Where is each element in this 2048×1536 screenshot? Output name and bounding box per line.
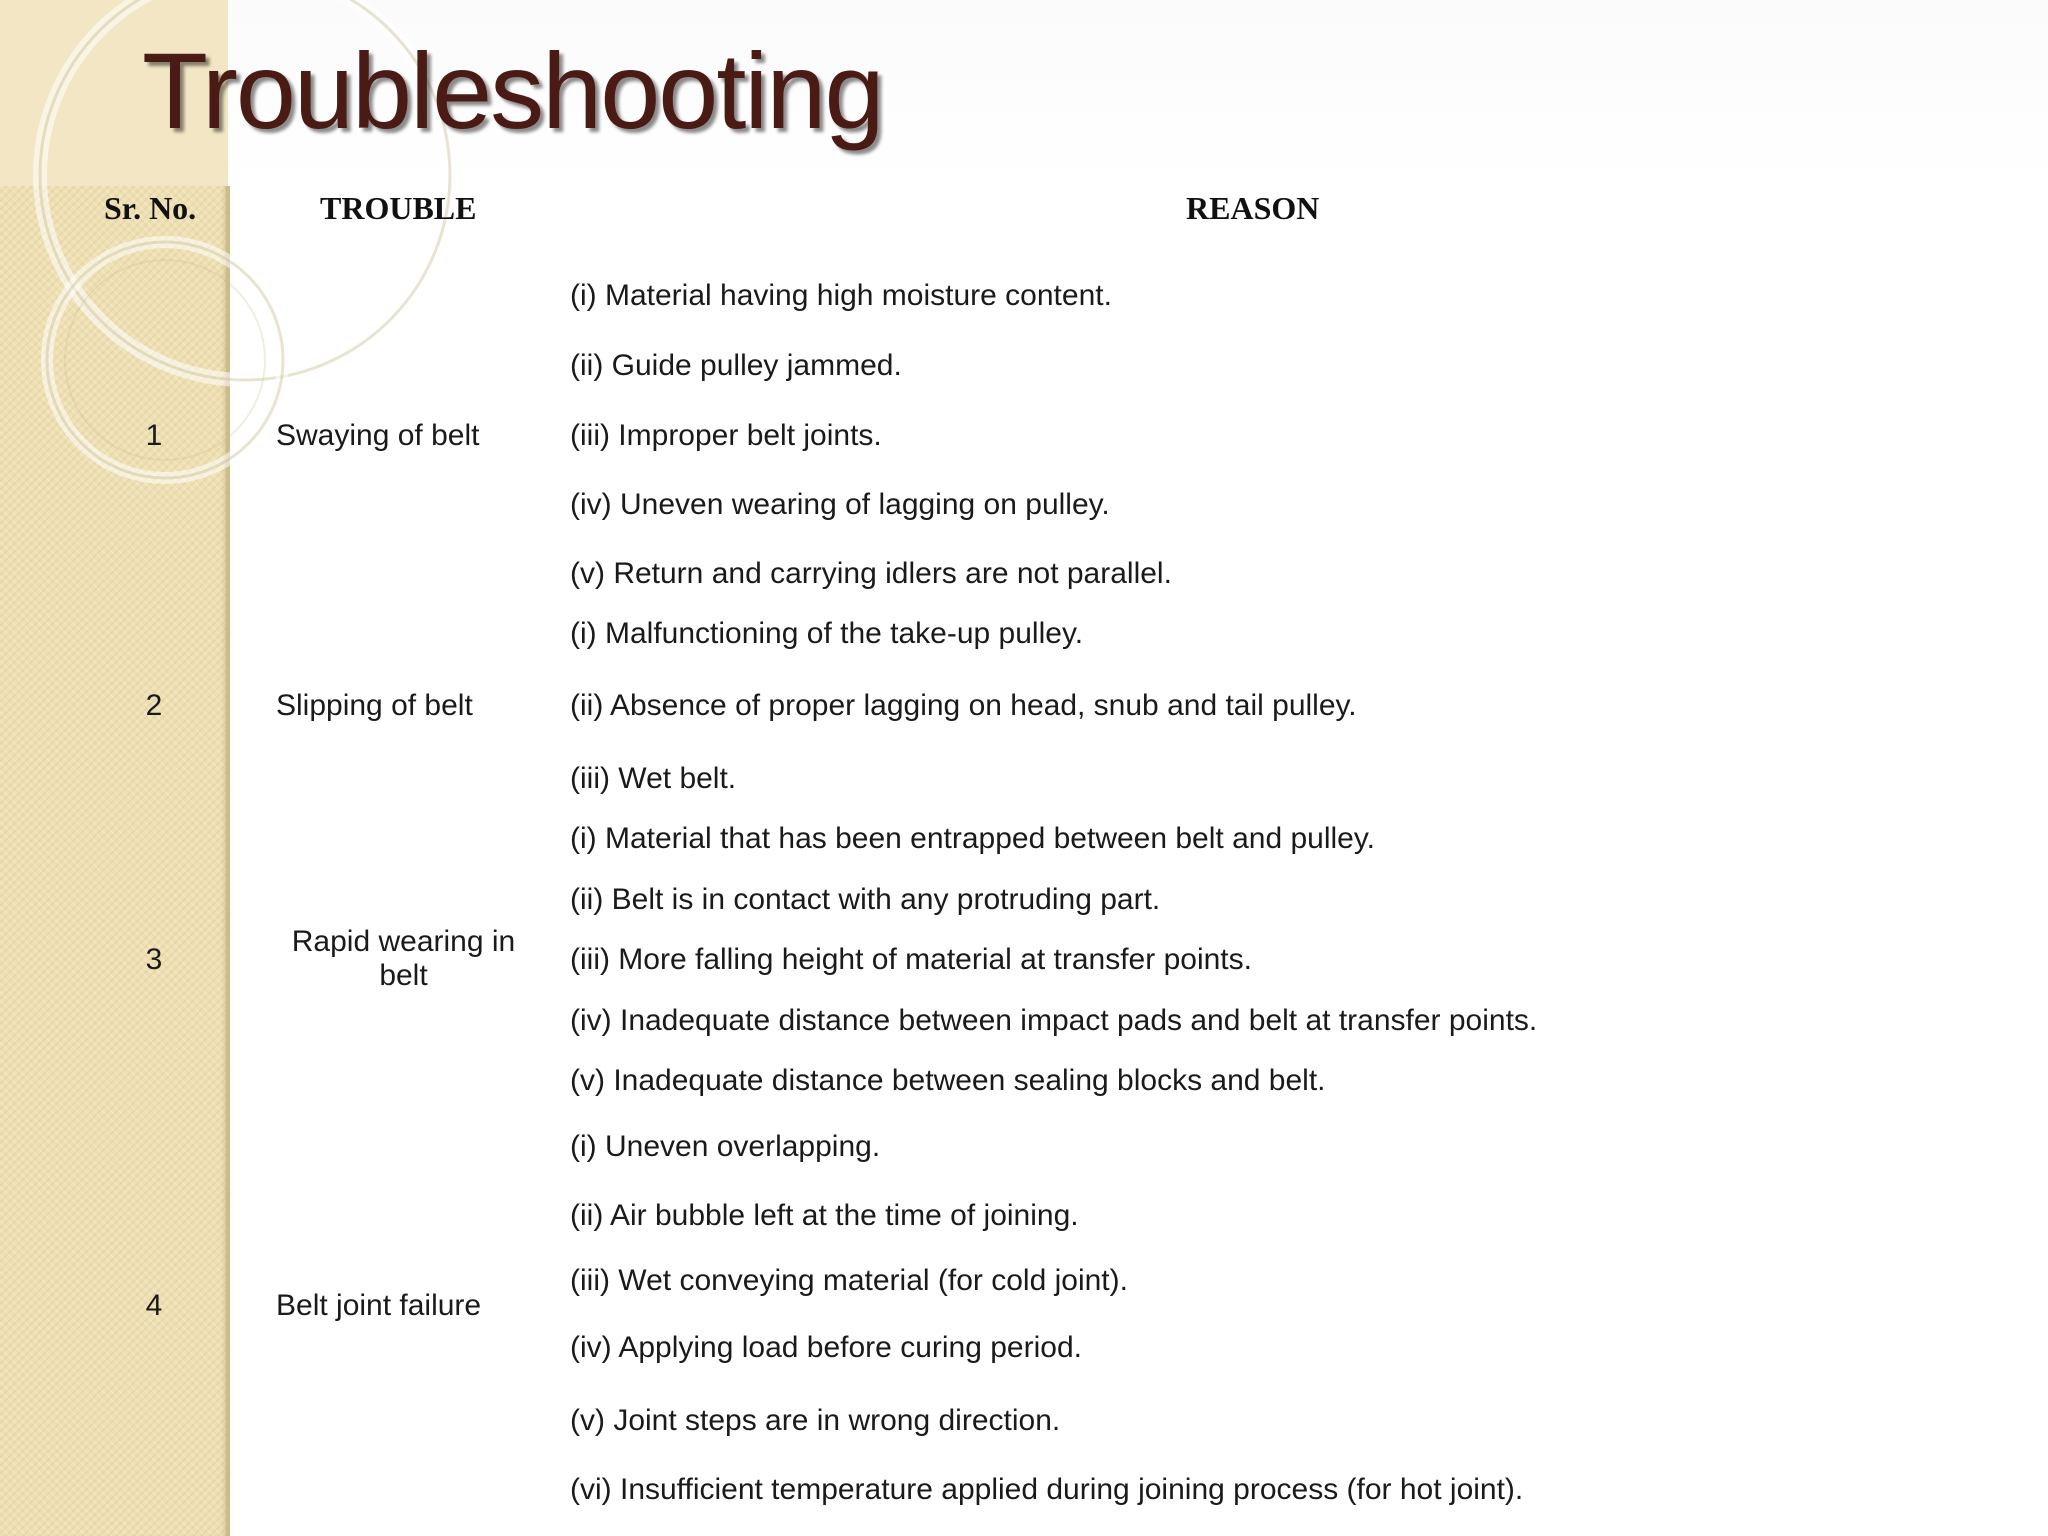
row-3-sr-no: 3 <box>145 943 163 976</box>
row-4-reason-6: (vi) Insufficient temperature applied during joining process (for hot joint). <box>570 1473 1524 1506</box>
row-4-reason-3: (iii) Wet conveying material (for cold joint). <box>570 1264 1128 1297</box>
row-3-reason-1: (i) Material that has been entrapped between belt and pulley. <box>570 822 1375 855</box>
row-3-reason-5: (v) Inadequate distance between sealing blocks and belt. <box>570 1064 1326 1097</box>
row-3-reason-3: (iii) More falling height of material at transfer points. <box>570 943 1252 976</box>
row-1-trouble: Swaying of belt <box>276 419 480 452</box>
header-trouble: TROUBLE <box>320 190 477 226</box>
row-4-reason-4: (iv) Applying load before curing period. <box>570 1331 1082 1364</box>
row-1-reason-2: (ii) Guide pulley jammed. <box>570 349 902 382</box>
row-2-sr-no: 2 <box>145 689 163 722</box>
row-2-reason-3: (iii) Wet belt. <box>570 762 737 795</box>
row-1-reason-5: (v) Return and carrying idlers are not parallel. <box>570 557 1172 590</box>
slide-title: Troubleshooting <box>142 30 883 151</box>
row-3-reason-2: (ii) Belt is in contact with any protruding part. <box>570 883 1161 916</box>
row-3-trouble: Rapid wearing in belt <box>291 925 516 992</box>
row-2-reason-1: (i) Malfunctioning of the take-up pulley. <box>570 617 1084 650</box>
header-sr-no: Sr. No. <box>104 190 197 226</box>
row-4-reason-2: (ii) Air bubble left at the time of joining. <box>570 1199 1079 1232</box>
row-4-reason-5: (v) Joint steps are in wrong direction. <box>570 1404 1061 1437</box>
row-4-trouble: Belt joint failure <box>276 1289 482 1322</box>
row-3-reason-4: (iv) Inadequate distance between impact pads and belt at transfer points. <box>570 1004 1538 1037</box>
row-2-trouble: Slipping of belt <box>276 689 473 722</box>
row-2-reason-2: (ii) Absence of proper lagging on head, snub and tail pulley. <box>570 689 1357 722</box>
row-1-sr-no: 1 <box>145 419 163 452</box>
row-1-reason-1: (i) Material having high moisture content. <box>570 279 1112 312</box>
header-reason: REASON <box>1186 190 1320 226</box>
row-1-reason-4: (iv) Uneven wearing of lagging on pulley. <box>570 488 1110 521</box>
row-4-sr-no: 4 <box>145 1289 163 1322</box>
row-1-reason-3: (iii) Improper belt joints. <box>570 419 882 452</box>
row-4-reason-1: (i) Uneven overlapping. <box>570 1130 881 1163</box>
